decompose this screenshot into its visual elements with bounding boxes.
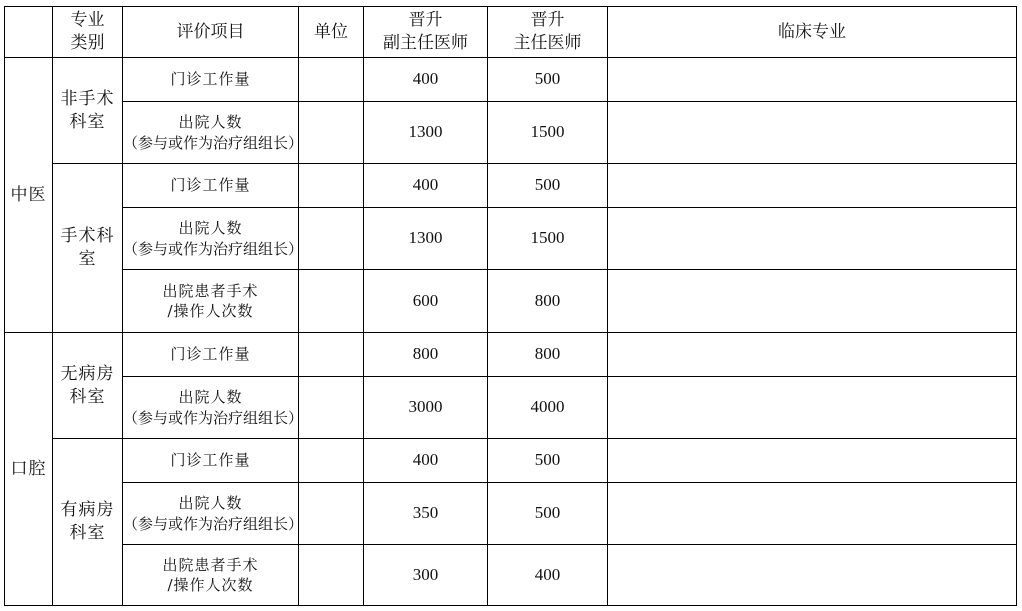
table-row <box>5 545 1017 606</box>
clinical-cell <box>608 377 1017 439</box>
clinical-cell <box>608 483 1017 545</box>
clinical-cell <box>608 102 1017 164</box>
deputy-value: 1300 <box>364 102 488 164</box>
item-cell: 出院患者手术 /操作人次数 <box>123 545 299 606</box>
item-cell: 出院人数 （参与或作为治疗组组长） <box>123 377 299 439</box>
unit-cell <box>299 164 364 208</box>
chief-value: 1500 <box>488 208 608 270</box>
dept-cell: 无病房 科室 <box>53 333 123 439</box>
header-category: 专业 类别 <box>53 7 123 58</box>
header-corner <box>5 7 53 58</box>
table-row <box>5 270 1017 333</box>
deputy-value: 1300 <box>364 208 488 270</box>
major-cell: 口腔 <box>5 333 53 606</box>
deputy-value: 800 <box>364 333 488 377</box>
item-cell: 出院人数 （参与或作为治疗组组长） <box>123 208 299 270</box>
header-deputy: 晋升 副主任医师 <box>364 7 488 58</box>
table-row <box>5 483 1017 545</box>
item-cell: 门诊工作量 <box>123 58 299 102</box>
item-cell: 门诊工作量 <box>123 439 299 483</box>
item-cell: 出院人数 （参与或作为治疗组组长） <box>123 483 299 545</box>
chief-value: 4000 <box>488 377 608 439</box>
table-row <box>5 439 1017 483</box>
clinical-cell <box>608 333 1017 377</box>
deputy-value: 350 <box>364 483 488 545</box>
deputy-value: 3000 <box>364 377 488 439</box>
table-row <box>5 164 1017 208</box>
chief-value: 500 <box>488 483 608 545</box>
chief-value: 800 <box>488 333 608 377</box>
deputy-value: 300 <box>364 545 488 606</box>
header-chief: 晋升 主任医师 <box>488 7 608 58</box>
header-clinical: 临床专业 <box>608 7 1017 58</box>
deputy-value: 400 <box>364 439 488 483</box>
chief-value: 400 <box>488 545 608 606</box>
workload-table <box>4 6 1017 606</box>
unit-cell <box>299 483 364 545</box>
chief-value: 800 <box>488 270 608 333</box>
item-cell: 门诊工作量 <box>123 164 299 208</box>
table-row <box>5 377 1017 439</box>
header-row <box>5 7 1017 58</box>
item-cell: 出院患者手术 /操作人次数 <box>123 270 299 333</box>
chief-value: 1500 <box>488 102 608 164</box>
clinical-cell <box>608 164 1017 208</box>
unit-cell <box>299 58 364 102</box>
deputy-value: 400 <box>364 164 488 208</box>
table-row <box>5 102 1017 164</box>
deputy-value: 600 <box>364 270 488 333</box>
clinical-cell <box>608 545 1017 606</box>
clinical-cell <box>608 208 1017 270</box>
unit-cell <box>299 208 364 270</box>
unit-cell <box>299 377 364 439</box>
header-item: 评价项目 <box>123 7 299 58</box>
major-cell: 中医 <box>5 58 53 333</box>
deputy-value: 400 <box>364 58 488 102</box>
table-row <box>5 58 1017 102</box>
clinical-cell <box>608 270 1017 333</box>
dept-cell: 手术科 室 <box>53 164 123 333</box>
table-row <box>5 208 1017 270</box>
table-row <box>5 333 1017 377</box>
unit-cell <box>299 270 364 333</box>
chief-value: 500 <box>488 439 608 483</box>
unit-cell <box>299 102 364 164</box>
item-cell: 出院人数 （参与或作为治疗组组长） <box>123 102 299 164</box>
clinical-cell <box>608 58 1017 102</box>
clinical-cell <box>608 439 1017 483</box>
header-unit: 单位 <box>299 7 364 58</box>
dept-cell: 有病房 科室 <box>53 439 123 606</box>
item-cell: 门诊工作量 <box>123 333 299 377</box>
unit-cell <box>299 333 364 377</box>
dept-cell: 非手术 科室 <box>53 58 123 164</box>
unit-cell <box>299 545 364 606</box>
chief-value: 500 <box>488 164 608 208</box>
unit-cell <box>299 439 364 483</box>
chief-value: 500 <box>488 58 608 102</box>
